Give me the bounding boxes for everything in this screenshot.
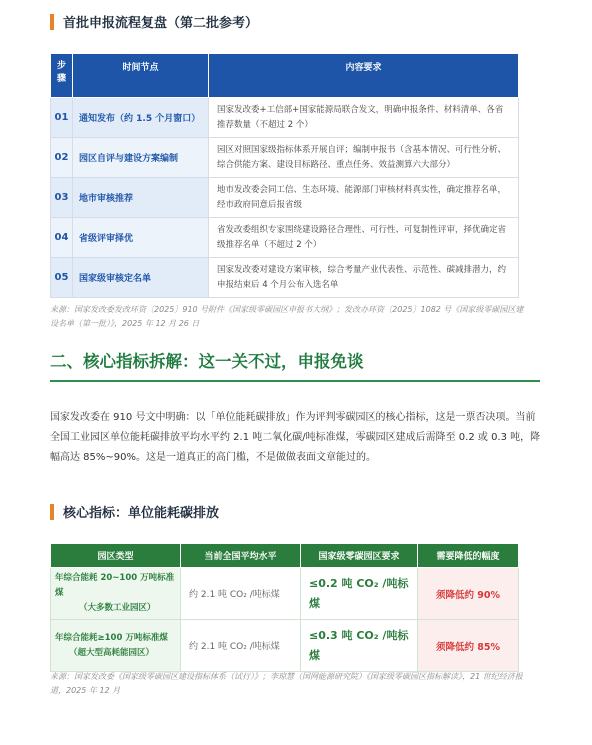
zero-carbon-requirement: ≤0.3 吨 CO₂ /吨标煤 <box>301 620 418 672</box>
header-time: 时间节点 <box>73 54 209 98</box>
time-node: 国家级审核定名单 <box>73 258 209 298</box>
requirement-text: 国家发改委对建设方案审核，综合考量产业代表性、示范性、碳减排潜力，约申报结束后 4 个月公布入选名单 <box>209 258 519 298</box>
header-national-average: 当前全国平均水平 <box>181 544 301 568</box>
park-type-main: 年综合能耗 20~100 万吨标准煤 <box>55 573 175 598</box>
accent-bar <box>50 14 54 30</box>
header-step: 步骤 <box>51 54 73 98</box>
section-title: 核心指标：单位能耗碳排放 <box>63 506 220 521</box>
header-park-type: 园区类型 <box>51 544 181 568</box>
table-row <box>51 568 519 620</box>
accent-bar <box>50 504 54 520</box>
source-note: 来源：国家发改委《国家级零碳园区建设指标体系（试行）》；李琼慧（国网能源研究院）《国家级零碳园区指标解读》，21 世纪经济报道，2025 年 12 月 <box>50 672 523 695</box>
reduction-amount: 须降低约 85% <box>418 620 519 672</box>
national-average: 约 2.1 吨 CO₂ /吨标煤 <box>181 620 301 672</box>
step-number: 05 <box>51 258 73 298</box>
time-node: 园区自评与建设方案编制 <box>73 138 209 178</box>
park-type-note: （大多数工业园区） <box>79 603 156 613</box>
step-number: 03 <box>51 178 73 218</box>
requirement-text: 国家发改委+工信部+国家能源局联合发文，明确申报条件、材料清单、各省推荐数量（不超过 2 个） <box>209 98 519 138</box>
header-reduction: 需要降低的幅度 <box>418 544 519 568</box>
indicator-table <box>50 543 519 672</box>
section-divider <box>50 380 540 382</box>
step-number: 01 <box>51 98 73 138</box>
step-number: 04 <box>51 218 73 258</box>
time-node: 地市审核推荐 <box>73 178 209 218</box>
table-header-row <box>51 54 519 98</box>
zero-carbon-requirement: ≤0.2 吨 CO₂ /吨标煤 <box>301 568 418 620</box>
source-note: 来源：国家发改委发改环资〔2025〕910 号附件《国家级零碳园区申报书大纲》；发改办环资〔2025〕1082 号《国家级零碳园区建设名单（第一批）》，2025 年 12 月 26 日 <box>50 305 524 328</box>
park-type <box>51 620 181 672</box>
park-type <box>51 568 181 620</box>
requirement-text: 园区对照国家级指标体系开展自评；编制申报书（含基本情况、可行性分析、综合供能方案、建设目标路径、重点任务、效益测算六大部分） <box>209 138 519 178</box>
section-title-core-indicators: 二、核心指标拆解：这一关不过，申报免谈 <box>50 352 364 371</box>
requirement-text: 省发改委组织专家围绕建设路径合理性、可行性、可复制性评审，择优确定省级推荐名单（不超过 2 个） <box>209 218 519 258</box>
table-row <box>51 620 519 672</box>
park-type-main: 年综合能耗≥100 万吨标准煤 <box>55 632 168 643</box>
table-header-row <box>51 544 519 568</box>
header-requirements: 内容要求 <box>209 54 519 98</box>
table-row <box>51 258 519 298</box>
section-heading-process <box>50 12 258 31</box>
process-table <box>50 53 519 298</box>
step-number: 02 <box>51 138 73 178</box>
section-heading-indicator <box>50 502 219 521</box>
table-row <box>51 218 519 258</box>
table-row <box>51 138 519 178</box>
requirement-text: 地市发改委会同工信、生态环境、能源部门审核材料真实性，确定推荐名单，经市政府同意后报省级 <box>209 178 519 218</box>
header-zero-carbon-requirement: 国家级零碳园区要求 <box>301 544 418 568</box>
reduction-amount: 须降低约 90% <box>418 568 519 620</box>
park-type-note: （超大型高耗能园区） <box>69 647 155 658</box>
body-paragraph: 国家发改委在 910 号文中明确：以「单位能耗碳排放」作为评判零碳园区的核心指标，这是一票否决项。当前全国工业园区单位能耗碳排放平均水平约 2.1 吨二氧化碳/吨标准煤，零碳园区建成后需降至 0.2 或 0.3 吨，降幅高达 85%~90%。这是一道真正的高门槛，不是做做表面文章能过的。 <box>50 412 541 463</box>
table-row <box>51 98 519 138</box>
table-row <box>51 178 519 218</box>
national-average: 约 2.1 吨 CO₂ /吨标煤 <box>181 568 301 620</box>
time-node: 通知发布（约 1.5 个月窗口） <box>73 98 209 138</box>
time-node: 省级评审择优 <box>73 218 209 258</box>
section-title: 首批申报流程复盘（第二批参考） <box>63 16 259 31</box>
